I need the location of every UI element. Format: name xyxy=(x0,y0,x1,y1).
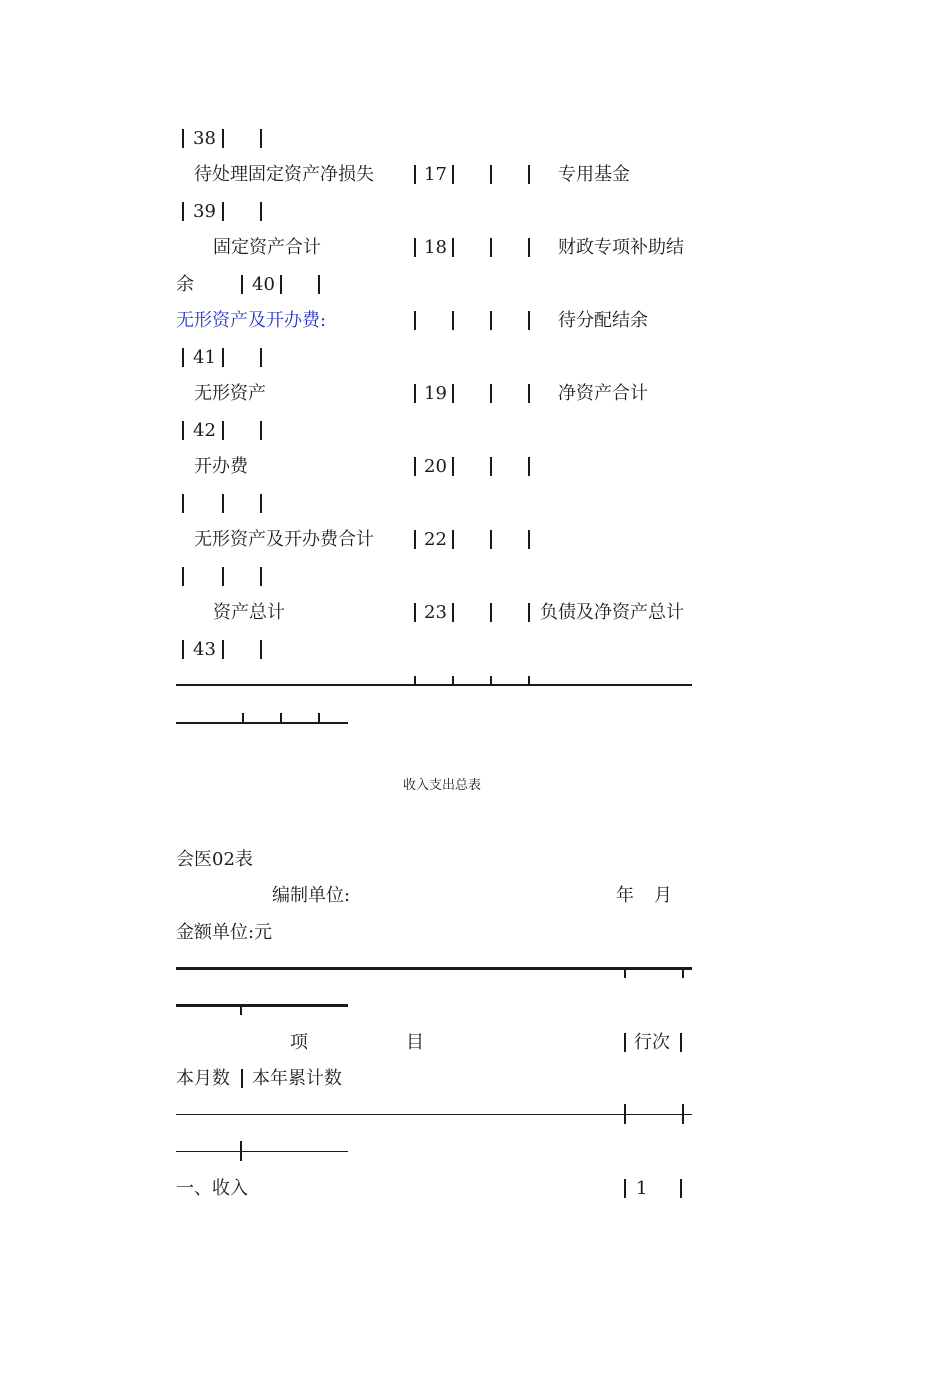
table-border xyxy=(182,640,184,659)
table-border xyxy=(528,676,530,686)
table-border xyxy=(528,603,530,622)
table-border xyxy=(624,968,626,978)
table-border xyxy=(528,311,530,330)
form-code-line xyxy=(176,843,696,877)
table-border xyxy=(414,603,416,622)
asset-row-number: 17 xyxy=(424,164,447,185)
table-border xyxy=(452,676,454,686)
row-number: 39 xyxy=(193,201,216,222)
section-row xyxy=(176,304,696,338)
column-header-year: 本年累计数 xyxy=(252,1068,342,1089)
table-border xyxy=(414,384,416,403)
table-border xyxy=(528,238,530,257)
table-border xyxy=(452,384,454,403)
table-border xyxy=(241,1069,243,1088)
statement-title: 收入支出总表 xyxy=(402,778,481,793)
table-border xyxy=(528,165,530,184)
table-border xyxy=(414,238,416,257)
form-code: 会医02表 xyxy=(176,849,253,870)
empty-row xyxy=(176,560,696,594)
table-border xyxy=(280,713,282,723)
prepared-by-label: 编制单位: xyxy=(272,885,351,906)
table-row xyxy=(176,450,696,484)
liability-label: 财政专项补助结 xyxy=(558,237,684,258)
table-border xyxy=(260,494,262,513)
row-number: 38 xyxy=(193,128,216,149)
table-border xyxy=(182,567,184,586)
asset-row-number: 20 xyxy=(424,456,447,477)
table-border xyxy=(240,1141,242,1161)
table-border xyxy=(452,238,454,257)
table-row xyxy=(176,1172,696,1206)
table-row xyxy=(176,158,696,192)
table-border xyxy=(260,640,262,659)
row-number: 43 xyxy=(193,639,216,660)
table-border xyxy=(242,713,244,723)
wrapped-text: 余 xyxy=(176,274,194,295)
asset-label: 待处理固定资产净损失 xyxy=(194,164,374,185)
table-bottom-rule xyxy=(176,722,348,724)
table-top-rule xyxy=(176,1004,348,1007)
total-row xyxy=(176,596,696,630)
table-border xyxy=(260,421,262,440)
table-border xyxy=(222,421,224,440)
table-border xyxy=(241,275,243,294)
month-label: 月 xyxy=(654,885,672,906)
row-number-line xyxy=(176,122,696,156)
row-number-line xyxy=(176,633,696,667)
table-bottom-rule xyxy=(176,684,692,686)
table-border xyxy=(182,129,184,148)
table-border xyxy=(452,603,454,622)
column-header-row xyxy=(176,1062,696,1096)
liability-label: 待分配结余 xyxy=(558,310,648,331)
table-border xyxy=(222,640,224,659)
table-border xyxy=(222,494,224,513)
liability-label: 专用基金 xyxy=(558,164,630,185)
asset-row-number: 23 xyxy=(424,602,447,623)
liability-label: 净资产合计 xyxy=(558,383,648,404)
row-label: 一、收入 xyxy=(176,1178,248,1199)
table-border xyxy=(452,311,454,330)
column-header-item: 项 xyxy=(290,1032,308,1053)
row-number: 1 xyxy=(636,1178,648,1199)
table-border xyxy=(624,1033,626,1052)
table-border xyxy=(452,457,454,476)
table-border xyxy=(490,165,492,184)
asset-label: 开办费 xyxy=(194,456,248,477)
column-header-month: 本月数 xyxy=(176,1068,230,1089)
year-label: 年 xyxy=(616,885,634,906)
header-separator xyxy=(176,1114,692,1115)
table-border xyxy=(490,384,492,403)
table-border xyxy=(490,311,492,330)
liability-label: 负债及净资产总计 xyxy=(540,602,684,623)
table-border xyxy=(222,202,224,221)
table-border xyxy=(318,713,320,723)
asset-label: 固定资产合计 xyxy=(213,237,321,258)
row-number-line xyxy=(176,341,696,375)
row-number: 41 xyxy=(193,347,216,368)
table-top-rule xyxy=(176,967,692,970)
table-border xyxy=(682,968,684,978)
currency-unit-label: 金额单位:元 xyxy=(176,922,273,943)
table-border xyxy=(624,1179,626,1198)
table-border xyxy=(222,567,224,586)
row-number-line xyxy=(176,414,696,448)
table-border xyxy=(490,603,492,622)
table-border xyxy=(260,129,262,148)
table-border xyxy=(182,421,184,440)
row-number: 42 xyxy=(193,420,216,441)
asset-row-number: 18 xyxy=(424,237,447,258)
row-number: 40 xyxy=(252,274,275,295)
section-heading: 无形资产及开办费: xyxy=(176,310,327,331)
header-line xyxy=(176,879,696,913)
table-border xyxy=(452,165,454,184)
table-border xyxy=(490,676,492,686)
table-border xyxy=(414,165,416,184)
table-border xyxy=(182,494,184,513)
table-border xyxy=(414,457,416,476)
table-border xyxy=(318,275,320,294)
table-border xyxy=(260,567,262,586)
table-border xyxy=(280,275,282,294)
asset-label: 资产总计 xyxy=(213,602,285,623)
table-border xyxy=(528,457,530,476)
asset-row-number: 19 xyxy=(424,383,447,404)
asset-label: 无形资产 xyxy=(194,383,266,404)
table-border xyxy=(182,348,184,367)
currency-line xyxy=(176,916,696,950)
header-separator xyxy=(176,1151,348,1152)
row-number-line xyxy=(176,268,696,302)
asset-label: 无形资产及开办费合计 xyxy=(194,529,374,550)
table-border xyxy=(680,1179,682,1198)
table-border xyxy=(490,457,492,476)
table-border xyxy=(260,348,262,367)
table-border xyxy=(490,530,492,549)
column-header-row-no: 行次 xyxy=(634,1032,670,1053)
table-border xyxy=(222,348,224,367)
empty-row xyxy=(176,487,696,521)
table-border xyxy=(260,202,262,221)
table-border xyxy=(182,202,184,221)
table-border xyxy=(624,1104,626,1124)
table-border xyxy=(222,129,224,148)
table-row xyxy=(176,231,696,265)
table-border xyxy=(414,530,416,549)
table-border xyxy=(682,1104,684,1124)
table-border xyxy=(490,238,492,257)
table-border xyxy=(240,1005,242,1015)
table-border xyxy=(414,676,416,686)
asset-row-number: 22 xyxy=(424,529,447,550)
table-border xyxy=(680,1033,682,1052)
table-row xyxy=(176,523,696,557)
table-border xyxy=(414,311,416,330)
table-row xyxy=(176,377,696,411)
column-header-row xyxy=(176,1026,696,1060)
table-border xyxy=(528,384,530,403)
table-border xyxy=(528,530,530,549)
column-header-item: 目 xyxy=(406,1032,424,1053)
table-border xyxy=(452,530,454,549)
row-number-line xyxy=(176,195,696,229)
